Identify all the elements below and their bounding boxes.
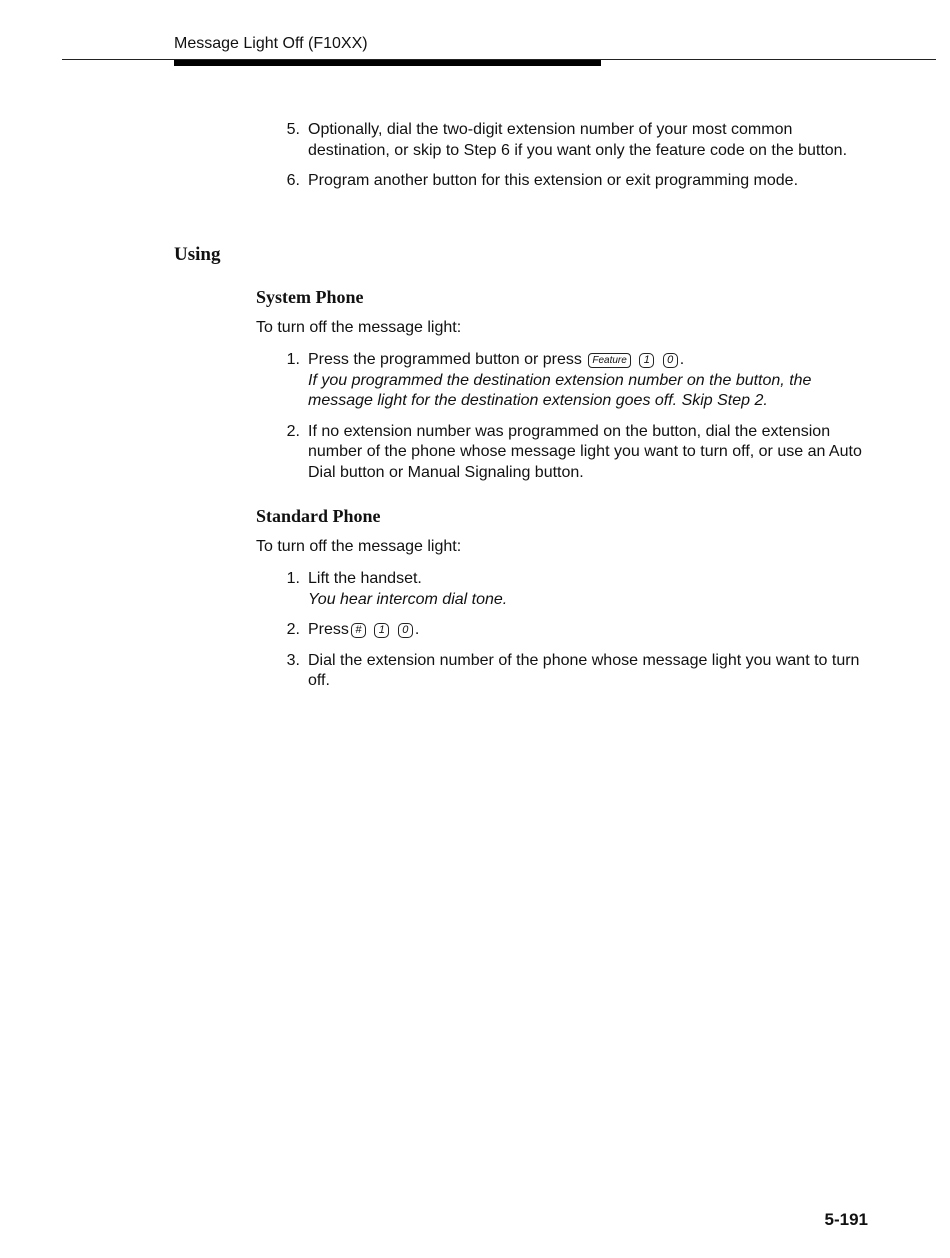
step-number: 2. — [286, 422, 300, 440]
step-number: 5. — [286, 121, 300, 138]
digit-key-1: 1 — [639, 353, 654, 368]
step-item — [256, 350, 876, 412]
step-number: 6. — [286, 172, 300, 189]
page-number: 5-191 — [824, 1210, 868, 1229]
standard-phone-intro: To turn off the message light: — [256, 538, 462, 555]
step-text: If no extension number was programmed on the button, dial the extension number of the phone whose message light you want to turn off, or use an Auto Dial button or Manual Signaling button. — [308, 422, 862, 481]
header-rule-thick — [174, 60, 601, 66]
step-item — [256, 569, 876, 610]
step-item — [256, 422, 876, 484]
standard-phone-steps — [256, 569, 876, 692]
step-item — [256, 651, 876, 692]
step-note: If you programmed the destination extension number on the button, the message light for the destination extension goes off. Skip Step 2. — [308, 371, 812, 409]
section-heading-using: Using — [174, 244, 221, 265]
programming-steps — [256, 120, 876, 192]
step-text: Lift the handset. — [308, 570, 422, 587]
digit-key-1: 1 — [374, 623, 389, 638]
step-item — [256, 120, 876, 161]
step-item — [256, 171, 876, 192]
step-text-end: . — [679, 351, 685, 368]
subheading-standard-phone: Standard Phone — [256, 506, 381, 526]
subheading-system-phone: System Phone — [256, 287, 364, 307]
pound-key: # — [351, 623, 366, 638]
step-text: Optionally, dial the two-digit extension number of your most common destination, or skip to Step 6 if you want only the feature code on the button. — [308, 121, 848, 159]
system-phone-intro: To turn off the message light: — [256, 319, 462, 336]
step-number: 2. — [286, 621, 300, 638]
step-text-end: . — [414, 621, 420, 638]
digit-key-0: 0 — [663, 353, 678, 368]
feature-key: Feature — [588, 353, 630, 368]
digit-key-0: 0 — [398, 623, 413, 638]
step-item — [256, 620, 876, 641]
step-text: Press the programmed button or press — [308, 351, 582, 368]
step-text: Program another button for this extension or exit programming mode. — [308, 172, 799, 189]
running-head: Message Light Off (F10XX) — [174, 35, 368, 52]
step-number: 1. — [286, 351, 300, 368]
step-note: You hear intercom dial tone. — [308, 590, 508, 608]
system-phone-steps — [256, 350, 876, 483]
step-number: 1. — [286, 570, 300, 587]
step-text: Dial the extension number of the phone whose message light you want to turn off. — [308, 651, 860, 689]
step-number: 3. — [286, 651, 300, 669]
step-text: Press — [308, 621, 349, 638]
